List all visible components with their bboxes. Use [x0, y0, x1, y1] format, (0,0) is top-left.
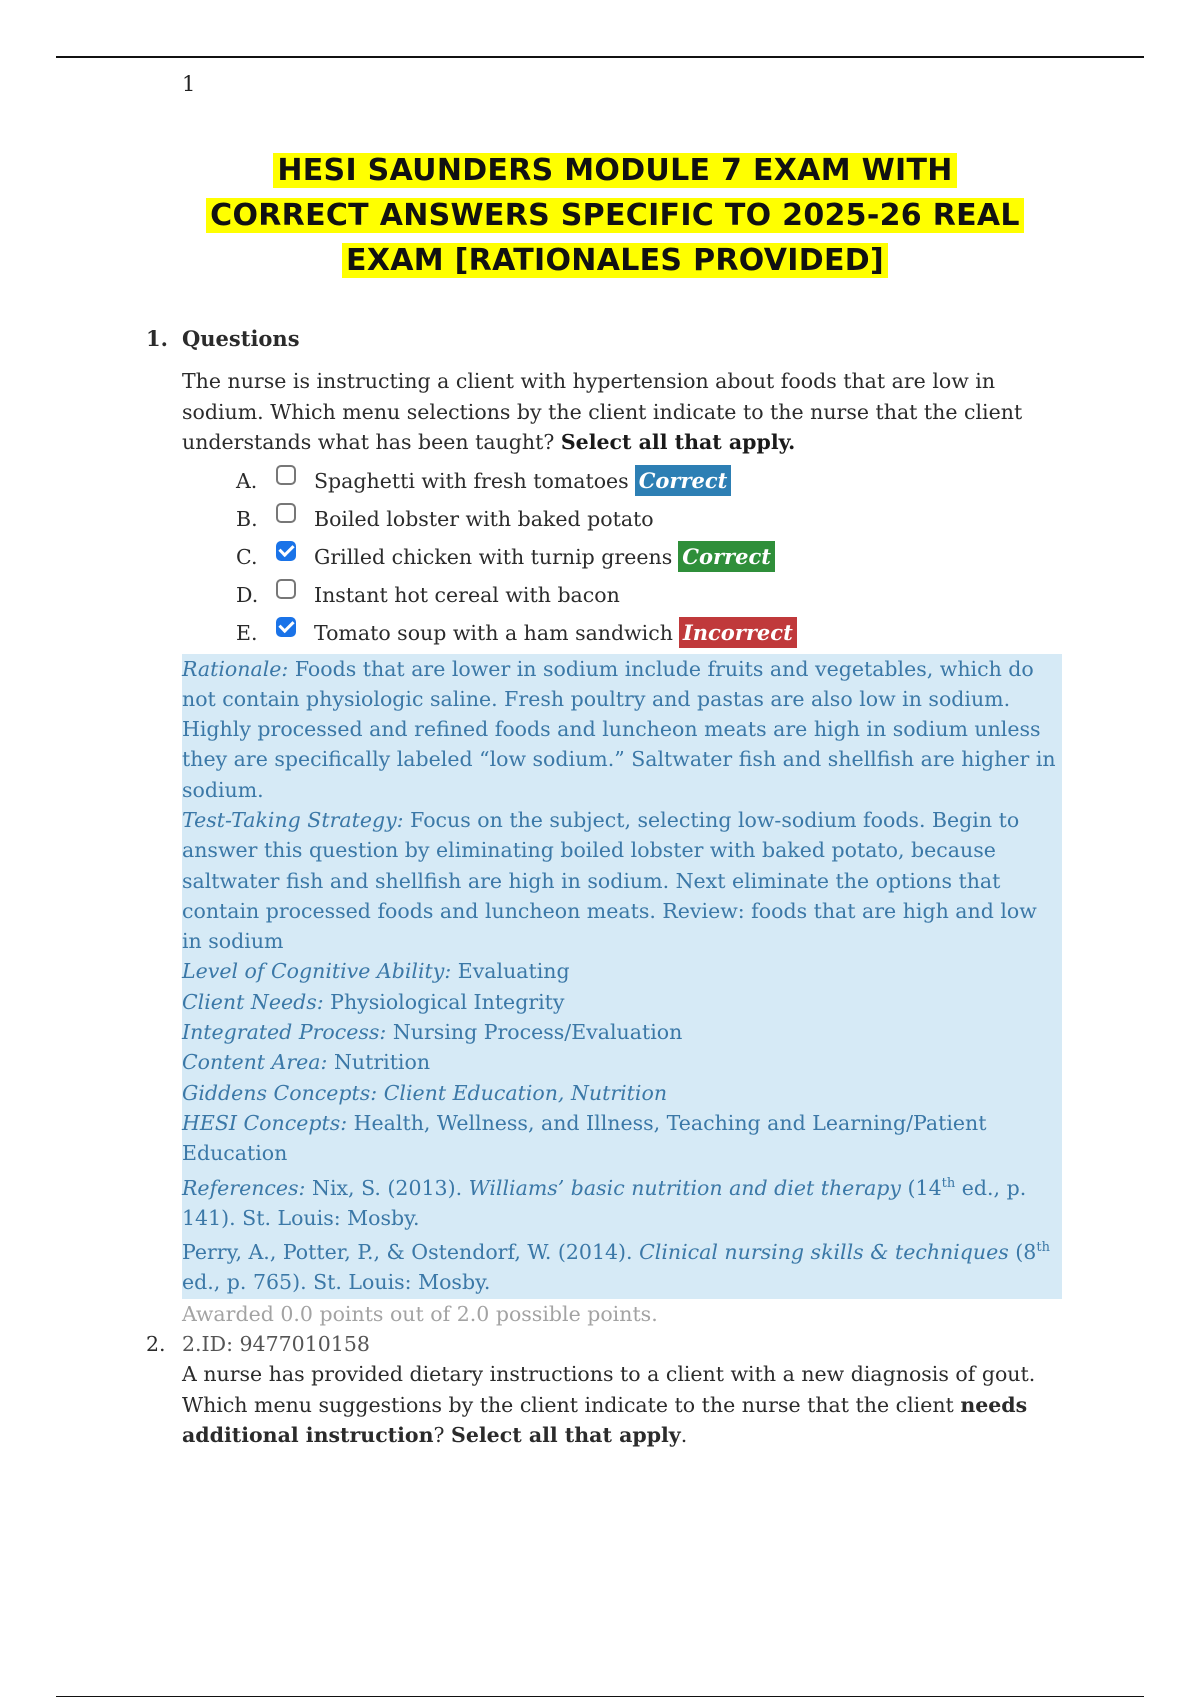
ref1-author: Nix, S. (2013).: [312, 1175, 463, 1200]
option-letter: B.: [236, 506, 258, 531]
question-2-id: 2.ID: 9477010158: [182, 1332, 370, 1357]
strategy-paragraph: [182, 805, 1062, 956]
client-needs-label: Client Needs:: [182, 989, 324, 1014]
giddens-text: Giddens Concepts: Client Education, Nutrition: [182, 1080, 668, 1105]
title-line-1: HESI SAUNDERS MODULE 7 EXAM WITH: [273, 153, 956, 188]
reference-1: [182, 1169, 1062, 1233]
ref2-title: Clinical nursing skills & techniques: [639, 1239, 1009, 1264]
stem-text: The nurse is instructing a client with hypertension about foods that are low in sodium. Which menu selections by the client indicate to the nurse that the client understands what has been taught?: [182, 369, 1023, 454]
hesi-text: Health, Wellness, and Illness, Teaching and Learning/Patient Education: [182, 1110, 987, 1166]
hesi-label: HESI Concepts:: [182, 1110, 348, 1135]
option-b-text: Boiled lobster with baked potato: [314, 506, 654, 531]
option-e[interactable]: [236, 614, 1066, 652]
rationale-paragraph: [182, 654, 1062, 805]
option-a-text: Spaghetti with fresh tomatoes: [314, 468, 629, 493]
content-area: [182, 1047, 1062, 1077]
option-d[interactable]: [236, 576, 1066, 614]
option-e-checkbox[interactable]: [276, 617, 296, 637]
header-rule: [56, 56, 1144, 58]
client-needs-text: Physiological Integrity: [330, 989, 565, 1014]
option-d-checkbox[interactable]: [276, 579, 296, 599]
cognitive-text: Evaluating: [457, 959, 570, 984]
ref2-superscript: th: [1036, 1239, 1050, 1255]
ref2-edition: (8: [1015, 1239, 1037, 1264]
option-d-text: Instant hot cereal with bacon: [314, 582, 620, 607]
reference-2: [182, 1233, 1062, 1297]
rationale-panel: [182, 654, 1062, 1300]
question-1-stem: [182, 366, 1066, 458]
document-title: [170, 148, 1060, 283]
giddens-concepts: [182, 1078, 1062, 1108]
question-2-number: 2.: [146, 1332, 166, 1357]
option-c-checkbox[interactable]: [276, 541, 296, 561]
option-letter: A.: [236, 468, 258, 493]
correct-badge: Correct: [635, 465, 732, 496]
stem-punct: ?: [433, 1423, 445, 1448]
ref1-edition: (14: [907, 1175, 942, 1200]
option-letter: C.: [236, 544, 258, 569]
title-line-3: EXAM [RATIONALES PROVIDED]: [342, 243, 888, 278]
cognitive-level: [182, 956, 1062, 986]
option-e-text: Tomato soup with a ham sandwich: [314, 620, 673, 645]
strategy-text: Focus on the subject, selecting low-sodium foods. Begin to answer this question by eliminating boiled lobster with baked potato, because saltwater fish and shellfish are high in sodium. Next eliminate the options that contain processed foods and luncheon meats. Review: foods that are high and low in sodium: [182, 807, 1037, 954]
stem-instruction: Select all that apply: [451, 1423, 681, 1448]
option-c-text: Grilled chicken with turnip greens: [314, 544, 673, 569]
question-1-title: Questions: [182, 326, 300, 351]
question-content: [146, 324, 1066, 1451]
incorrect-badge: Incorrect: [679, 617, 797, 648]
points-awarded: Awarded 0.0 points out of 2.0 possible points.: [182, 1302, 658, 1327]
stem-text: A nurse has provided dietary instructions to a client with a new diagnosis of gout. Which menu suggestions by the client indicate to the nurse that the client: [182, 1362, 1036, 1417]
option-letter: D.: [236, 582, 259, 607]
stem-instruction: Select all that apply.: [560, 430, 796, 454]
references-label: References:: [182, 1175, 306, 1200]
integrated-process: [182, 1017, 1062, 1047]
ref1-title: Williams’ basic nutrition and diet therapy: [468, 1175, 902, 1200]
question-2-header: [146, 1329, 1066, 1359]
option-a[interactable]: [236, 462, 1066, 500]
hesi-concepts: [182, 1108, 1062, 1169]
content-label: Content Area:: [182, 1050, 328, 1075]
ref1-superscript: th: [941, 1175, 956, 1191]
page-number: 1: [182, 72, 196, 96]
option-b-checkbox[interactable]: [276, 503, 296, 523]
ref1-publisher: ed., p. 141). St. Louis: Mosby.: [182, 1175, 1027, 1230]
question-1-options: [236, 462, 1066, 652]
correct-badge: Correct: [678, 541, 775, 572]
rationale-text: Foods that are lower in sodium include fruits and vegetables, which do not contain physiologic saline. Fresh poultry and pastas are also low in sodium. Highly processed and refined foods and luncheon meats are high in sodium unless they are specifically labeled “low sodium.” Saltwater fish and shellfish are higher in sodium.: [182, 656, 1056, 802]
option-c[interactable]: [236, 538, 1066, 576]
option-letter: E.: [236, 620, 258, 645]
client-needs: [182, 987, 1062, 1017]
process-label: Integrated Process:: [182, 1020, 387, 1045]
question-2-stem: [182, 1359, 1066, 1451]
rationale-label: Rationale:: [182, 656, 289, 681]
option-b[interactable]: [236, 500, 1066, 538]
question-1-number: 1.: [146, 326, 168, 351]
title-line-2: CORRECT ANSWERS SPECIFIC TO 2025-26 REAL: [206, 198, 1024, 233]
option-a-checkbox[interactable]: [276, 465, 296, 485]
content-text: Nutrition: [333, 1050, 431, 1075]
footer-rule: [56, 1696, 1144, 1697]
strategy-label: Test-Taking Strategy:: [182, 807, 404, 832]
cognitive-label: Level of Cognitive Ability:: [182, 959, 452, 984]
ref2-publisher: ed., p. 765). St. Louis: Mosby.: [182, 1270, 491, 1295]
stem-emphasis: needs additional instruction: [182, 1392, 1028, 1448]
process-text: Nursing Process/Evaluation: [392, 1020, 683, 1045]
ref2-author: Perry, A., Potter, P., & Ostendorf, W. (2014).: [182, 1239, 633, 1264]
stem-punct: .: [680, 1423, 688, 1448]
question-1-header: [146, 324, 1066, 354]
